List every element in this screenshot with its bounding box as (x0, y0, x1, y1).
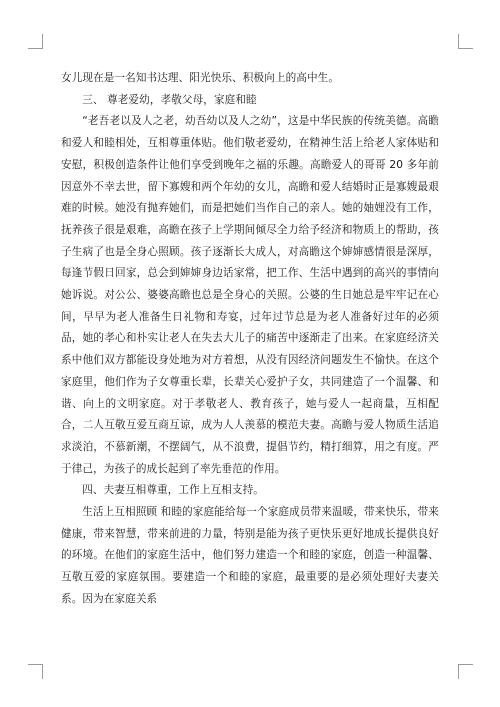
crop-mark-top-right (458, 34, 473, 49)
document-body (61, 68, 439, 611)
section-heading-three: 三、 尊老爱幼，孝敬父母，家庭和睦 (82, 93, 257, 106)
paragraph-respect-elders: “老吾老以及人之老，幼吾幼以及人之幼”，这是中华民族的传统美德。高瞻和爱人和睦相处，互相尊重体贴。他们敬老爱幼，在精神生活上给老人家体贴和安慰，积极创造条件让他们享受到晚年之福的乐趣。高瞻爱人的哥哥 20 多年前因意外不幸去世，留下寡嫂和两个年幼的女儿，高瞻和爱人结婚时正是寡嫂最艰难的时候。她没有抛弃她们，而是把她们当作自己的亲人。她的妯娌没有工作，抚养孩子很是艰难，高瞻在孩子上学期间倾尽全力给予经济和物质上的帮助，孩子生病了也是全身心照顾。孩子逐渐长大成人，对高瞻这个婶婶感情很是深厚，每逢节假日回家，总会到婶婶身边话家常，把工作、生活中遇到的高兴的事情向她诉说。对公公、婆婆高瞻也总是全身心的关照。公婆的生日她总是牢牢记在心间，早早为老人准备生日礼物和寿宴，过年过节总是为老人准备好过年的必须品，她的孝心和朴实让老人在失去大儿子的痛苦中逐渐走了出来。在家庭经济关系中他们双方都能设身处地为对方着想，从没有因经济问题发生不愉快。在这个家庭里，他们作为子女尊重长辈，长辈关心爱护子女，共同建造了一个温馨、和谐、向上的文明家庭。对于孝敬老人、教育孩子，她与爱人一起商量，互相配合，二人互敬互爱互商互谅，成为人人羡慕的模范夫妻。高瞻与爱人物质生活追求淡泊，不慕新潮，不摆阔气，从不浪费，提倡节约，精打细算，用之有度。严于律己，为孩子的成长起到了率先垂范的作用。 (61, 115, 439, 475)
crop-mark-top-left (28, 34, 43, 49)
paragraph-continuation: 女儿现在是一名知书达理、阳光快乐、积极向上的高中生。 (61, 72, 340, 84)
crop-mark-bottom-right (458, 664, 473, 679)
section-heading-four: 四、夫妻互相尊重，工作上互相支持。 (82, 484, 264, 497)
crop-mark-bottom-left (28, 664, 43, 679)
paragraph-harmonious-family: 生活上互相照顾 和睦的家庭能给每一个家庭成员带来温暖，带来快乐，带来健康，带来智慧，带来前进的力量，特别是能为孩子更快乐更好地成长提供良好的环境。在他们的家庭生活中，他们努力建造一个和睦的家庭，创造一种温馨、互敬互爱的家庭氛围。要建造一个和睦的家庭，最重要的是必须处理好夫妻关系。因为在家庭关系 (61, 506, 439, 605)
